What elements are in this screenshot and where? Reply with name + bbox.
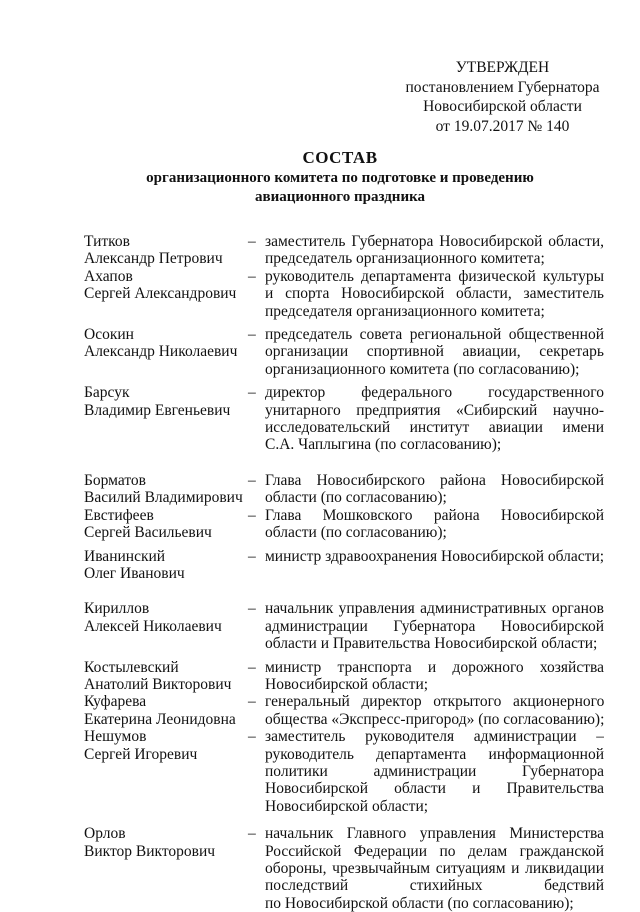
dash-separator: –	[248, 471, 256, 489]
dash-separator: –	[248, 547, 256, 565]
member-role-line: руководитель департамента физической культуры	[265, 267, 604, 285]
member-given-names: Василий Владимирович	[84, 489, 243, 507]
member-role-line: министр здравоохранения Новосибирской области;	[265, 547, 605, 565]
member-name	[84, 268, 248, 320]
dash-separator: –	[248, 326, 256, 344]
member-role-line: Новосибирской области;	[265, 797, 429, 815]
member-role-line: директор федерального государственного	[265, 384, 604, 402]
committee-member	[84, 659, 604, 694]
member-surname: Нешумов	[84, 728, 147, 746]
member-role	[265, 693, 604, 728]
member-role-line: Российской Федерации по делам гражданской	[265, 842, 604, 860]
member-role	[265, 825, 604, 912]
approval-date-number: от 19.07.2017 № 140	[435, 117, 570, 135]
member-name	[84, 507, 248, 542]
member-name	[84, 825, 248, 912]
member-role-line: Глава Новосибирского района Новосибирской	[265, 471, 604, 489]
approval-title: УТВЕРЖДЕН	[455, 59, 550, 76]
member-role-line: Новосибирской области и Правительства	[265, 780, 604, 798]
member-surname: Барсук	[84, 384, 130, 402]
member-surname: Евстифеев	[84, 506, 154, 524]
committee-member	[84, 268, 604, 320]
member-role-line: политики администрации Губернатора	[265, 762, 604, 780]
member-given-names: Виктор Викторович	[84, 842, 216, 860]
committee-member	[84, 548, 604, 583]
member-role-line: организации спортивной авиации, секретарь	[265, 343, 604, 361]
member-surname: Орлов	[84, 825, 126, 843]
member-role-line: организационного комитета (по согласованию);	[265, 360, 580, 378]
dash-separator: –	[248, 233, 256, 250]
member-role-line: С.А. Чаплыгина (по согласованию);	[265, 436, 502, 454]
member-name	[84, 548, 248, 583]
member-given-names: Сергей Васильевич	[84, 524, 212, 542]
member-name	[84, 384, 248, 454]
member-given-names: Олег Иванович	[84, 564, 185, 582]
committee-member	[84, 233, 604, 268]
dash-separator: –	[248, 658, 256, 676]
member-role-line: председателя организационного комитета;	[265, 302, 545, 320]
member-role-line: Глава Мошковского района Новосибирской	[265, 506, 604, 524]
dash-separator: –	[248, 693, 256, 711]
member-surname: Кириллов	[84, 600, 150, 618]
member-given-names: Александр Петрович	[84, 250, 223, 268]
member-role-line: заместитель Губернатора Новосибирской области,	[265, 233, 604, 250]
dash-separator: –	[248, 267, 256, 285]
document-subtitle-line: организационного комитета по подготовке и проведению	[146, 170, 534, 186]
member-surname: Ахапов	[84, 267, 133, 285]
member-role-line: общества «Экспресс-пригород» (по согласованию);	[265, 710, 605, 728]
member-role-line: обороны, чрезвычайным ситуациям и ликвидации	[265, 860, 604, 877]
member-name	[84, 728, 248, 815]
approval-block	[385, 58, 620, 136]
member-surname: Борматов	[84, 471, 146, 489]
member-role	[265, 728, 604, 815]
member-given-names: Алексей Николаевич	[84, 617, 222, 635]
member-given-names: Анатолий Викторович	[84, 675, 232, 693]
member-role	[265, 233, 604, 268]
member-role-line: по Новосибирской области (по согласованию);	[265, 894, 574, 912]
member-role-line: исследовательский институт авиации имени	[265, 419, 604, 437]
member-role-line: генеральный директор открытого акционерного	[265, 693, 605, 711]
member-role	[265, 548, 604, 583]
member-name	[84, 659, 248, 694]
document-subtitle-line: авиационного праздника	[254, 189, 426, 205]
dash-separator: –	[248, 384, 256, 402]
dash-separator: –	[248, 506, 256, 524]
committee-member	[84, 384, 604, 454]
member-role-line: области (по согласованию);	[265, 524, 447, 542]
dash-separator: –	[248, 825, 256, 843]
member-role-line: руководитель департамента информационной	[265, 745, 604, 763]
member-role-line: и спорта Новосибирской области, заместитель	[265, 285, 604, 303]
document-heading	[60, 148, 620, 207]
dash-separator: –	[248, 600, 256, 618]
member-given-names: Сергей Александрович	[84, 285, 237, 303]
committee-member	[84, 507, 604, 542]
committee-member	[84, 693, 604, 728]
member-role-line: унитарного предприятия «Сибирский научно-	[265, 401, 604, 419]
committee-member	[84, 600, 604, 652]
member-name	[84, 472, 248, 507]
member-role	[265, 326, 604, 378]
member-role-line: администрации Губернатора Новосибирской	[265, 617, 604, 635]
member-role	[265, 384, 604, 454]
member-role-line: начальник управления административных органов	[265, 600, 604, 618]
member-role-line: Новосибирской области;	[265, 675, 429, 693]
member-role-line: заместитель руководителя администрации –	[265, 728, 604, 746]
member-name	[84, 233, 248, 268]
member-role	[265, 507, 604, 542]
member-surname: Костылевский	[84, 658, 179, 676]
dash-separator: –	[248, 728, 256, 746]
member-role-line: министр транспорта и дорожного хозяйства	[265, 658, 604, 676]
member-given-names: Александр Николаевич	[84, 343, 238, 361]
committee-member	[84, 472, 604, 507]
approval-line: постановлением Губернатора	[405, 78, 600, 96]
member-role	[265, 600, 604, 652]
document-title: СОСТАВ	[302, 148, 378, 167]
committee-member-list	[84, 233, 604, 912]
member-role-line: председатель совета региональной общественной	[265, 326, 604, 344]
member-role-line: председатель организационного комитета;	[265, 250, 545, 268]
member-name	[84, 693, 248, 728]
member-name	[84, 600, 248, 652]
member-surname: Куфарева	[84, 693, 147, 711]
member-role-line: последствий стихийных бедствий	[265, 877, 604, 895]
committee-member	[84, 326, 604, 378]
member-name	[84, 326, 248, 378]
member-surname: Иванинский	[84, 547, 166, 565]
member-role	[265, 659, 604, 694]
approval-line: Новосибирской области	[423, 98, 582, 115]
committee-member	[84, 728, 604, 815]
member-role-line: начальник Главного управления Министерства	[265, 825, 604, 843]
member-role	[265, 268, 604, 320]
member-role-line: области и Правительства Новосибирской области;	[265, 635, 598, 653]
member-role	[265, 472, 604, 507]
committee-member	[84, 825, 604, 912]
member-surname: Осокин	[84, 326, 134, 344]
member-given-names: Владимир Евгеньевич	[84, 401, 231, 419]
member-role-line: области (по согласованию);	[265, 489, 447, 507]
member-given-names: Екатерина Леонидовна	[84, 710, 236, 728]
member-surname: Титков	[84, 233, 130, 250]
member-given-names: Сергей Игоревич	[84, 745, 198, 763]
